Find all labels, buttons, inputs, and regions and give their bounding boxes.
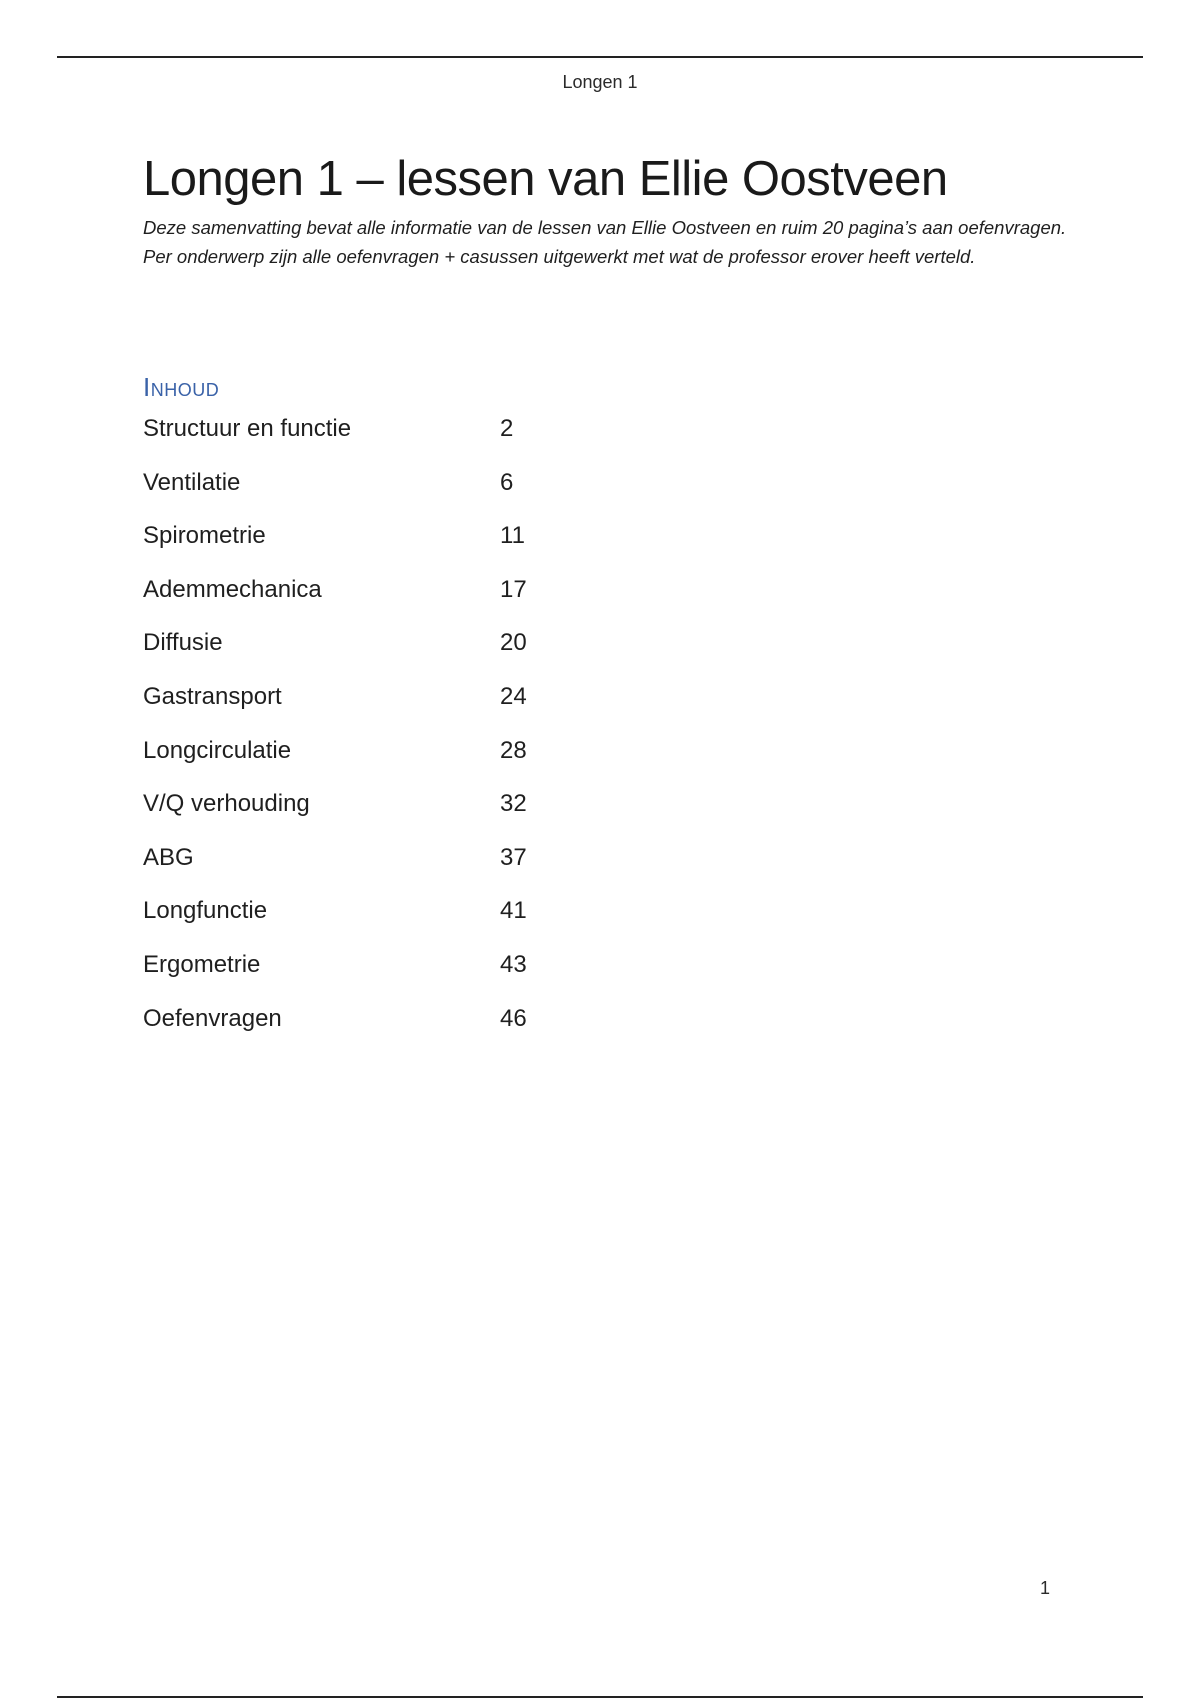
toc-item-ergometrie[interactable] (143, 941, 643, 995)
toc-item-page: 43 (500, 950, 527, 978)
footer-rule (57, 1696, 1143, 1698)
toc-item-label: Ventilatie (143, 468, 241, 496)
toc-item-label: ABG (143, 843, 194, 871)
toc-item-gastransport[interactable] (143, 673, 643, 727)
toc-item-page: 46 (500, 1004, 527, 1032)
toc-item-diffusie[interactable] (143, 619, 643, 673)
toc-item-page: 6 (500, 468, 514, 496)
toc-item-label: Longcirculatie (143, 736, 292, 764)
toc-item-abg[interactable] (143, 834, 643, 888)
toc-item-label: Ergometrie (143, 950, 261, 978)
toc-item-page: 20 (500, 629, 527, 657)
table-of-contents (143, 405, 643, 1048)
toc-item-longcirculatie[interactable] (143, 727, 643, 781)
toc-item-label: Spirometrie (143, 522, 266, 550)
toc-item-label: Diffusie (143, 629, 223, 657)
toc-item-spirometrie[interactable] (143, 512, 643, 566)
toc-item-label: Ademmechanica (143, 575, 322, 603)
toc-item-page: 24 (500, 682, 527, 710)
running-header: Longen 1 (562, 72, 638, 92)
toc-item-vq-verhouding[interactable] (143, 780, 643, 834)
toc-item-ademmechanica[interactable] (143, 566, 643, 620)
toc-item-label: Gastransport (143, 682, 282, 710)
toc-item-longfunctie[interactable] (143, 887, 643, 941)
toc-item-label: Oefenvragen (143, 1004, 282, 1032)
document-title: Longen 1 – lessen van Ellie Oostveen (143, 152, 948, 206)
page-number: 1 (1040, 1578, 1051, 1598)
toc-item-oefenvragen[interactable] (143, 995, 643, 1049)
toc-item-label: Longfunctie (143, 897, 268, 925)
toc-item-label: V/Q verhouding (143, 790, 310, 818)
toc-item-page: 28 (500, 736, 527, 764)
toc-item-page: 17 (500, 575, 527, 603)
toc-item-page: 2 (500, 415, 514, 442)
toc-item-page: 11 (500, 522, 525, 550)
document-subtitle: Deze samenvatting bevat alle informatie van de lessen van Ellie Oostveen en ruim 20 pagina’s aan oefenvragen. Per onderwerp zijn alle oefenvragen + casussen uitgewerkt met wat de professor erover heeft verteld. (143, 217, 1067, 267)
toc-item-page: 32 (500, 790, 527, 818)
toc-item-page: 37 (500, 843, 527, 871)
toc-item-label: Structuur en functie (143, 415, 352, 442)
toc-item-page: 41 (500, 897, 527, 925)
toc-item-structuur-en-functie[interactable] (143, 405, 643, 459)
header-rule (57, 56, 1143, 58)
toc-item-ventilatie[interactable] (143, 459, 643, 513)
toc-heading: Inhoud (143, 372, 220, 402)
